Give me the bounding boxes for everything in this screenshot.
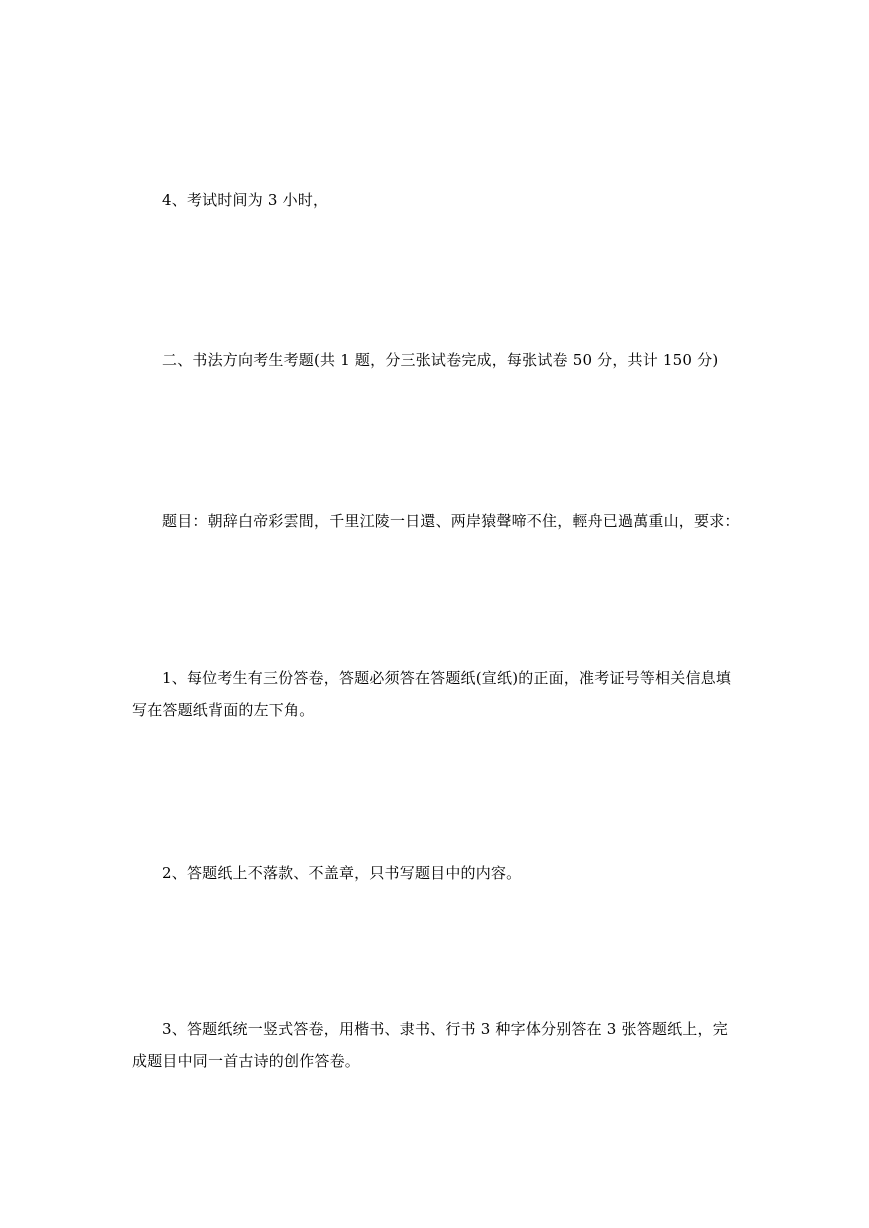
question-prompt: 题目：朝辞白帝彩雲間，千里江陵一日還、两岸猿聲啼不住，輕舟已過萬重山，要求：	[162, 512, 740, 530]
requirement-3: 3、答题纸统一竖式答卷，用楷书、隶书、行书 3 种字体分别答在 3 张答题纸上，完成题目中同一首古诗的创作答卷。	[132, 1020, 728, 1070]
requirement-1: 1、每位考生有三份答卷，答题必须答在答题纸(宣纸)的正面，准考证号等相关信息填写在答题纸背面的左下角。	[132, 669, 732, 719]
exam-time-note: 4、考试时间为 3 小时，	[162, 191, 329, 209]
requirement-2: 2、答题纸上不落款、不盖章，只书写题目中的内容。	[162, 864, 522, 882]
calligraphy-section-heading: 二、书法方向考生考题(共 1 题，分三张试卷完成，每张试卷 50 分，共计 150 分)	[162, 351, 719, 369]
